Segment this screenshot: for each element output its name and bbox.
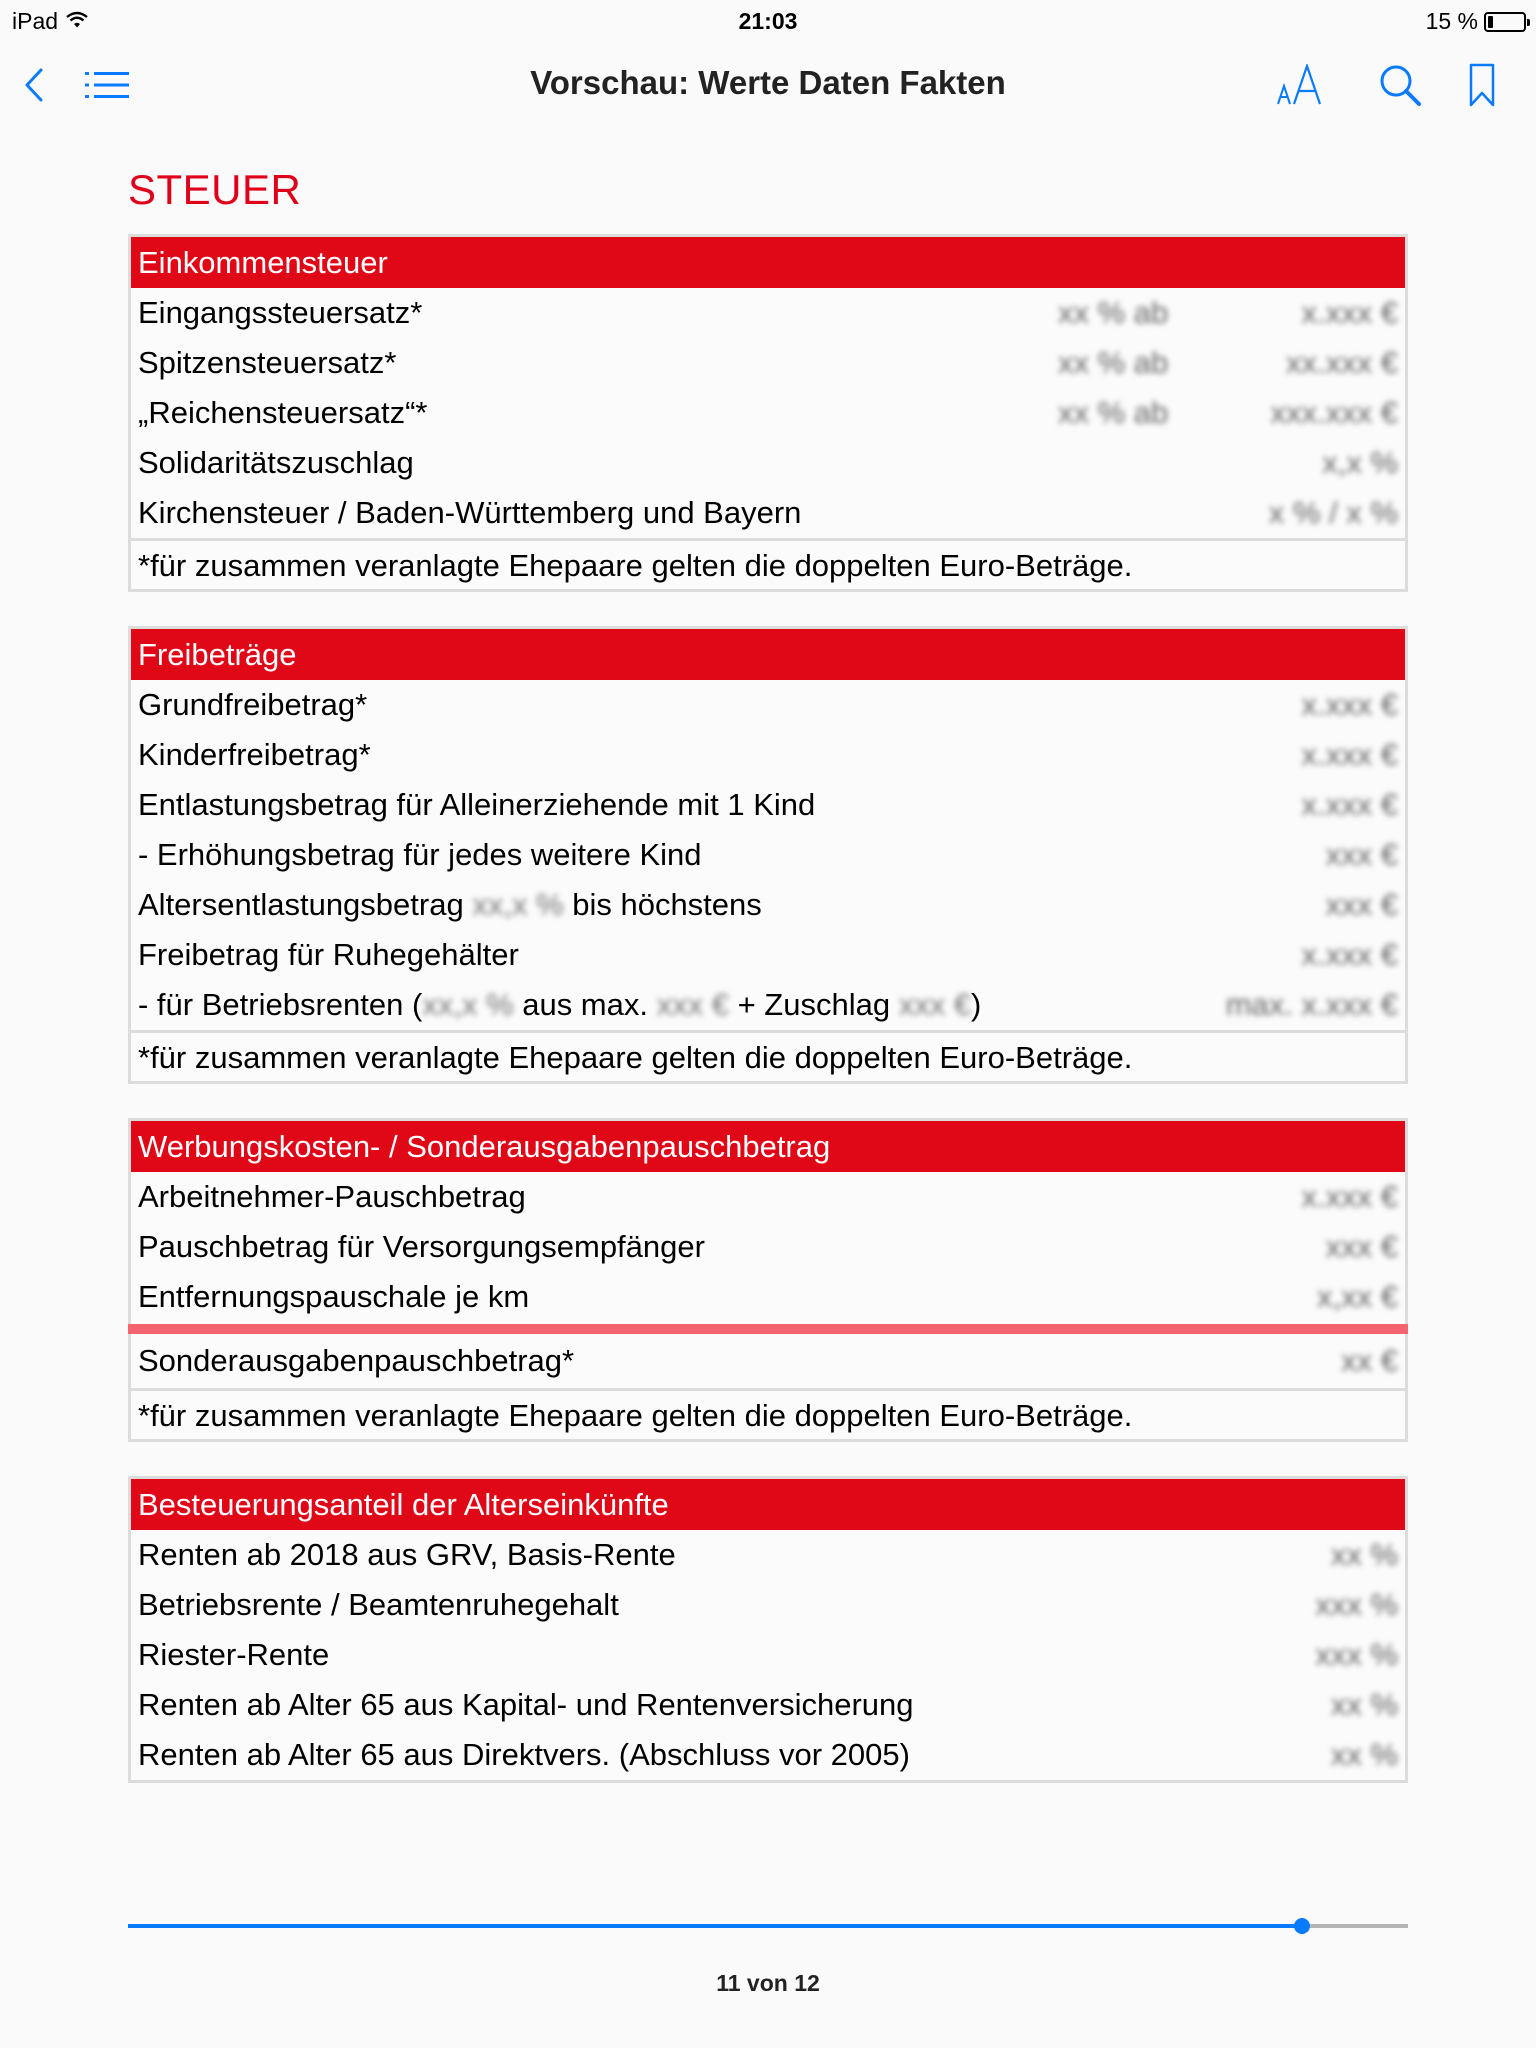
table-row [131,1730,1405,1780]
table-row [131,338,1405,388]
row-value: xx % [1330,1537,1398,1572]
table-row [131,1580,1405,1630]
status-time: 21:03 [738,8,798,34]
label-text: Altersentlastungsbetrag [138,887,473,922]
row-value: x % / x % [1268,495,1398,530]
row-value: xxx % [1315,1587,1398,1622]
search-icon [1378,63,1422,107]
row-label [138,987,1178,1023]
table-row [131,680,1405,730]
row-label: Grundfreibetrag* [138,687,368,722]
table-footnote: *für zusammen veranlagte Ehepaare gelten die doppelten Euro-Beträge. [131,1030,1405,1081]
row-label [138,887,1218,923]
page-slider[interactable] [128,1916,1408,1936]
status-bar [0,0,1536,40]
row-value: x.xxx € [1301,687,1398,722]
label-text: aus max. [513,987,657,1022]
inline-value: xx,x % [422,987,514,1022]
status-right [1426,8,1526,35]
page-indicator: 11 von 12 [716,1970,820,1996]
table-row [131,388,1405,438]
row-value: xxx.xxx € [1270,395,1398,430]
table-row [131,1630,1405,1680]
row-label: Sonderausgabenpauschbetrag* [138,1343,575,1378]
row-value: xxx € [1325,887,1398,922]
row-label: - Erhöhungsbetrag für jedes weitere Kind [138,837,702,872]
table-row [131,980,1405,1030]
navigation-bar [0,40,1536,130]
row-label: Eingangssteuersatz* [138,295,423,330]
row-label: Kinderfreibetrag* [138,737,371,772]
table-row [131,830,1405,880]
battery-icon [1484,12,1526,32]
row-value: x.xxx € [1301,737,1398,772]
row-value: xxx € [1325,1229,1398,1264]
row-value: xx € [1341,1343,1398,1378]
row-value: x.xxx € [1301,787,1398,822]
section-heading: STEUER [128,166,302,213]
table-row [131,1172,1405,1222]
table-header: Einkommensteuer [131,237,1405,288]
table-row [131,288,1405,338]
table-werbungskosten [128,1118,1408,1442]
row-label: Kirchensteuer / Baden-Württemberg und Bayern [138,495,802,530]
label-text: bis höchstens [563,887,762,922]
inline-value: xxx € [656,987,729,1022]
device-name: iPad [12,8,59,34]
battery-percent: 15 % [1425,8,1478,34]
slider-thumb[interactable] [1294,1918,1310,1934]
table-row [131,488,1405,538]
row-rate: xx % ab [1058,295,1169,330]
inline-value: xx,x % [472,887,564,922]
row-value: xxx % [1315,1637,1398,1672]
row-separator [128,1324,1408,1334]
row-label: Entfernungspauschale je km [138,1279,530,1314]
row-label: Pauschbetrag für Versorgungsempfänger [138,1229,705,1264]
label-text: + Zuschlag [728,987,899,1022]
table-footnote: *für zusammen veranlagte Ehepaare gelten die doppelten Euro-Beträge. [131,1388,1405,1439]
row-value: xx % [1330,1687,1398,1722]
table-row [131,1680,1405,1730]
table-header: Freibeträge [131,629,1405,680]
table-row [131,438,1405,488]
table-row [131,780,1405,830]
row-label: Renten ab 2018 aus GRV, Basis-Rente [138,1537,676,1572]
table-footnote: *für zusammen veranlagte Ehepaare gelten die doppelten Euro-Beträge. [131,538,1405,589]
row-rate: xx % ab [1058,395,1169,430]
table-einkommensteuer [128,234,1408,592]
bookmark-button[interactable] [1464,60,1500,110]
row-value: x.xxx € [1301,295,1398,330]
table-row [131,1530,1405,1580]
label-text: ) [971,987,982,1022]
row-label: Arbeitnehmer-Pauschbetrag [138,1179,526,1214]
row-value: max. x.xxx € [1225,987,1398,1022]
search-button[interactable] [1374,60,1426,110]
row-label: Solidaritätszuschlag [138,445,414,480]
row-value: x.xxx € [1301,937,1398,972]
row-rate: xx % ab [1058,345,1169,380]
bookmark-icon [1468,63,1496,107]
row-label: Freibetrag für Ruhegehälter [138,937,519,972]
table-row [131,930,1405,980]
row-label: Renten ab Alter 65 aus Kapital- und Rentenversicherung [138,1687,914,1722]
table-row [131,880,1405,930]
row-label: „Reichensteuersatz“* [138,395,428,430]
table-header: Werbungskosten- / Sonderausgabenpauschbetrag [131,1121,1405,1172]
battery-fill [1488,16,1493,28]
table-row [131,1334,1405,1388]
row-label: Spitzensteuersatz* [138,345,397,380]
row-label: Renten ab Alter 65 aus Direktvers. (Abschluss vor 2005) [138,1737,910,1772]
slider-fill [128,1924,1302,1928]
row-label: Entlastungsbetrag für Alleinerziehende mit 1 Kind [138,787,816,822]
row-label: Riester-Rente [138,1637,330,1672]
font-size-icon [1276,64,1328,106]
row-value: xx % [1330,1737,1398,1772]
row-label: Betriebsrente / Beamtenruhegehalt [138,1587,619,1622]
font-size-button[interactable] [1272,60,1332,110]
row-value: x,xx € [1317,1279,1398,1314]
table-freibetraege [128,626,1408,1084]
document-content [128,130,1408,1817]
label-text: - für Betriebsrenten ( [138,987,423,1022]
page-title: Vorschau: Werte Daten Fakten [530,64,1006,101]
row-value: xxx € [1325,837,1398,872]
inline-value: xxx € [898,987,972,1022]
table-row [131,730,1405,780]
row-value: x.xxx € [1301,1179,1398,1214]
row-value: xx.xxx € [1286,345,1398,380]
table-besteuerungsanteil [128,1476,1408,1783]
table-row [131,1272,1405,1322]
table-header: Besteuerungsanteil der Alterseinkünfte [131,1479,1405,1530]
row-value: x,x % [1322,445,1398,480]
table-row [131,1222,1405,1272]
